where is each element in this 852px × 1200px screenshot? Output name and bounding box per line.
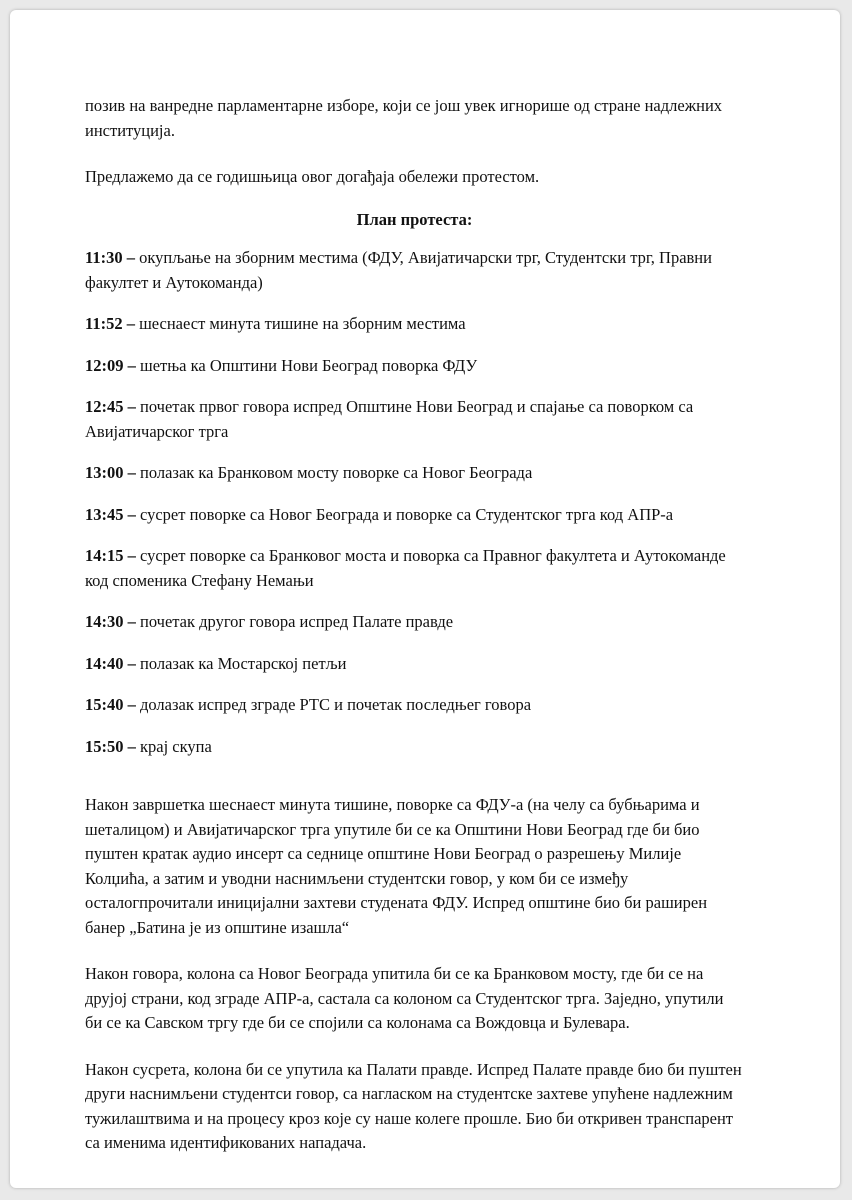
- schedule-dash: –: [126, 314, 135, 333]
- schedule-time: 12:45: [85, 397, 124, 416]
- intro-paragraph-1: позив на ванредне парламентарне изборе, који се још увек игнорише од стране надлежних институција.: [85, 96, 723, 140]
- schedule-item: [85, 354, 744, 379]
- schedule-time: 11:52: [85, 314, 123, 333]
- schedule-dash: –: [127, 504, 136, 524]
- schedule-dash: –: [127, 397, 136, 416]
- body-paragraph-2: Након говора, колона са Новог Београда упитила би се ка Бранковом мосту, где би се на друјој страни, код зграде АПР-а, састала са колоном са Студентског трга. Заједно, упутили би се ка Савском тргу где би се спојили са колонама са Вождовца и Булевара.: [85, 964, 724, 1032]
- body-paragraph-3: Након сусрета, колона би се упутила ка Палати правде. Испред Палате правде био би пуштен други наснимљени студентси говор, са нагласком на студентске захтеве упућене надлежним тужилаштвима и на процесу кроз које су наше колеге прошле. Био би откривен транспарент са именима идентификованих нападача.: [85, 1059, 742, 1152]
- schedule-item: [85, 610, 744, 635]
- body-paragraph-1: Након завршетка шеснаест минута тишине, поворке са ФДУ-а (на челу са бубњарима и шеталицом) и Авијатичарског трга упутиле би се ка Општини Нови Београд где би био пуштен кратак аудио инсерт са седнице општине Нови Београд о разрешењу Милије Колџића, а затим и уводни наснимљени студентски говор, у ком би се између осталогпрочитали иницијални захтеви студената ФДУ. Испред општине био би раширен банер „Батина је из општине изашла“: [85, 795, 708, 937]
- schedule-time: 14:15: [85, 546, 124, 565]
- schedule-dash: –: [127, 546, 136, 565]
- schedule-time: 15:40: [85, 695, 124, 714]
- schedule-dash: –: [127, 736, 136, 756]
- schedule-text: сусрет поворке са Бранковог моста и поворка са Правног факултета и Аутокоманде код споменика Стефану Немањи: [85, 546, 726, 590]
- schedule-dash: –: [127, 355, 136, 375]
- schedule-text: почетак првог говора испред Општине Нови Београд и спајање са поворком са Авијатичарског трга: [85, 397, 694, 441]
- schedule-dash: –: [127, 463, 136, 482]
- document-page: [10, 10, 840, 1188]
- schedule-item: [85, 735, 744, 760]
- schedule-time: 15:50: [85, 736, 124, 756]
- schedule-text: полазак ка Мостарској петљи: [140, 653, 347, 673]
- schedule-dash: –: [126, 248, 135, 267]
- schedule-text: полазак ка Бранковом мосту поворке са Новог Београда: [140, 463, 533, 482]
- schedule-text: шетња ка Општини Нови Београд поворка ФДУ: [140, 355, 478, 375]
- schedule-time: 14:40: [85, 653, 124, 673]
- schedule-item: [85, 544, 744, 593]
- schedule-time: 14:30: [85, 612, 124, 631]
- schedule-dash: –: [127, 653, 136, 673]
- schedule-item: [85, 246, 744, 295]
- schedule-item: [85, 461, 744, 486]
- schedule-text: крај скупа: [140, 736, 212, 756]
- schedule-item: [85, 503, 744, 528]
- schedule-text: долазак испред зграде РТС и почетак последњег говора: [140, 695, 532, 714]
- schedule-dash: –: [127, 612, 136, 631]
- schedule-dash: –: [127, 695, 136, 714]
- schedule-time: 11:30: [85, 248, 123, 267]
- schedule-text: почетак другог говора испред Палате правде: [140, 612, 454, 631]
- intro-paragraph-2: Предлажемо да се годишњица овог догађаја обележи протестом.: [85, 167, 540, 186]
- schedule-list: [85, 246, 744, 759]
- schedule-item: [85, 652, 744, 677]
- schedule-item: [85, 312, 744, 337]
- schedule-text: шеснаест минута тишине на зборним местима: [139, 314, 466, 333]
- schedule-time: 13:00: [85, 463, 124, 482]
- schedule-time: 12:09: [85, 355, 124, 375]
- schedule-time: 13:45: [85, 504, 124, 524]
- schedule-item: [85, 395, 744, 444]
- schedule-text: сусрет поворке са Новог Београда и поворке са Студентског трга код АПР-а: [140, 504, 674, 524]
- plan-heading: План протеста:: [356, 209, 473, 229]
- schedule-item: [85, 693, 744, 718]
- schedule-text: окупљање на зборним местима (ФДУ, Авијатичарски трг, Студентски трг, Правни факултет и Аутокоманда): [85, 248, 712, 292]
